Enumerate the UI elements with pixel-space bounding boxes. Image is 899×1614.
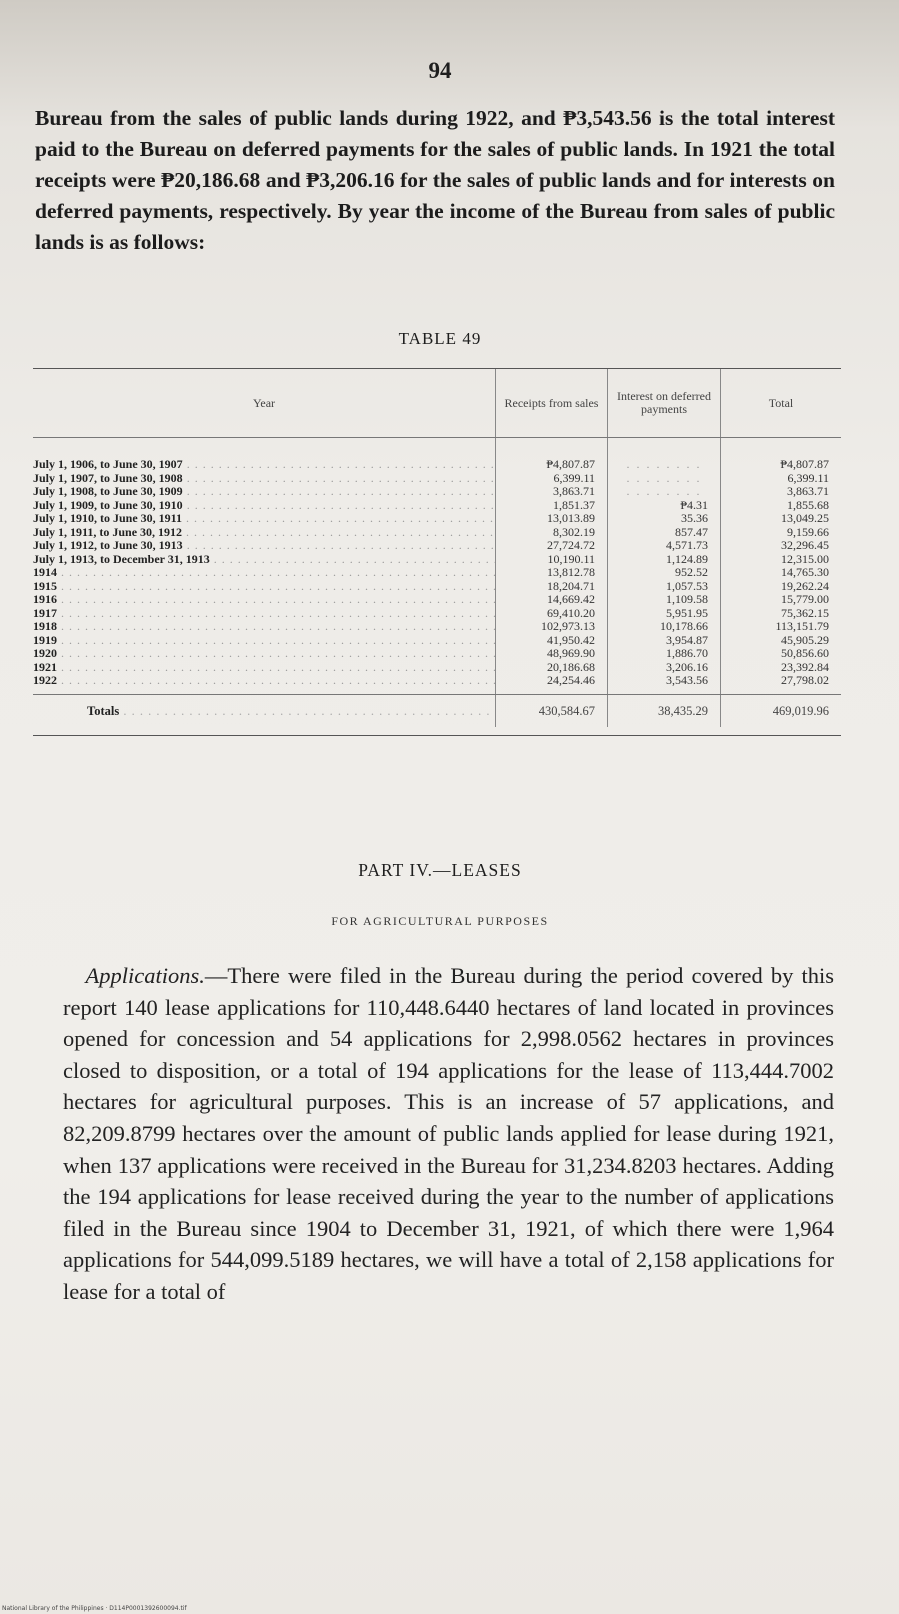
table-interest-cell: 3,206.16 (666, 660, 708, 674)
table-year-cell: 1919 . . . (33, 634, 495, 648)
table-interest-cell: 1,109.58 (666, 593, 708, 606)
income-table (33, 368, 841, 736)
table-interest-cell: 1,124.89 (666, 552, 708, 566)
table-total-cell: 9,159.66 (787, 525, 829, 539)
table-year-cell: July 1, 1909, to June 30, 1910 . . . (33, 499, 495, 513)
table-year-cell: July 1, 1913, to December 31, 1913 . . . (33, 553, 495, 567)
table-receipts-cell: 13,812.78 (547, 566, 595, 579)
table-total-cell: 113,151.79 (775, 620, 829, 633)
table-interest-cell: 10,178.66 (660, 620, 708, 633)
table-interest-cell: 35.36 (681, 512, 708, 525)
header-interest: Interest on deferred payments (607, 369, 720, 437)
table-interest-cell: 952.52 (675, 566, 708, 579)
table-total-cell: 27,798.02 (781, 674, 829, 687)
table-total-cell: 3,863.71 (787, 485, 829, 498)
column-receipts (495, 438, 607, 694)
page-number: 94 (428, 58, 452, 83)
table-total-cell: 1,855.68 (787, 498, 829, 512)
table-receipts-cell: 41,950.42 (547, 633, 595, 647)
table-receipts-cell: 13,013.89 (547, 512, 595, 525)
footer-credit: National Library of the Philippines · D114P0001392600094.tif (2, 1605, 187, 1612)
table-receipts-cell: 48,969.90 (547, 647, 595, 660)
table-year-cell: July 1, 1908, to June 30, 1909 . . . (33, 485, 495, 499)
table-receipts-cell: 27,724.72 (547, 539, 595, 552)
table-total-cell: 50,856.60 (781, 647, 829, 660)
part-heading: PART IV.—LEASES (358, 860, 522, 880)
table-total-cell: ₱4,807.87 (780, 458, 829, 471)
table-total-cell: 6,399.11 (787, 471, 829, 485)
table-total-cell: 45,905.29 (781, 633, 829, 647)
table-receipts-cell: 3,863.71 (553, 485, 595, 498)
column-year (33, 438, 495, 694)
table-year-cell: July 1, 1912, to June 30, 1913 . . . (33, 539, 495, 553)
table-interest-cell: . . . . . . . . (626, 471, 702, 485)
table-year-cell: July 1, 1910, to June 30, 1911 . . . (33, 512, 495, 526)
column-total (720, 438, 841, 694)
table-interest-cell: . . . . . . . . (626, 458, 702, 471)
totals-label: Totals . . . (33, 703, 495, 719)
header-total: Total (720, 369, 841, 437)
table-caption: TABLE 49 (398, 329, 482, 348)
table-interest-cell: . . . . . . . . (626, 485, 702, 498)
table-interest-cell: 857.47 (675, 525, 708, 539)
table-interest-cell: 1,057.53 (666, 579, 708, 593)
table-bottom-rule (33, 735, 841, 736)
table-receipts-cell: 102,973.13 (541, 620, 595, 633)
table-receipts-cell: ₱4,807.87 (546, 458, 595, 471)
table-year-cell: 1920 . . . (33, 647, 495, 661)
table-total-cell: 23,392.84 (781, 660, 829, 674)
table-receipts-cell: 18,204.71 (547, 579, 595, 593)
table-receipts-cell: 20,186.68 (547, 660, 595, 674)
table-year-cell: 1915 . . . (33, 580, 495, 594)
table-header-row (33, 369, 841, 438)
table-receipts-cell: 69,410.20 (547, 606, 595, 620)
table-year-cell: July 1, 1906, to June 30, 1907 . . . (33, 458, 495, 472)
table-total-cell: 13,049.25 (781, 512, 829, 525)
table-body (33, 438, 841, 694)
table-total-cell: 32,296.45 (781, 539, 829, 552)
sub-heading: FOR AGRICULTURAL PURPOSES (331, 914, 549, 928)
table-year-cell: July 1, 1907, to June 30, 1908 . . . (33, 472, 495, 486)
table-interest-cell: 3,954.87 (666, 633, 708, 647)
table-year-cell: July 1, 1911, to June 30, 1912 . . . (33, 526, 495, 540)
totals-total: 469,019.96 (772, 703, 829, 718)
table-year-cell: 1917 . . . (33, 607, 495, 621)
totals-row (33, 694, 841, 727)
table-year-cell: 1921 . . . (33, 661, 495, 675)
table-interest-cell: 4,571.73 (666, 539, 708, 552)
table-interest-cell: ₱4.31 (680, 498, 708, 512)
table-receipts-cell: 1,851.37 (553, 498, 595, 512)
table-receipts-cell: 10,190.11 (547, 552, 595, 566)
table-total-cell: 15,779.00 (781, 593, 829, 606)
table-year-cell: 1916 . . . (33, 593, 495, 607)
totals-receipts: 430,584.67 (538, 703, 595, 718)
table-total-cell: 12,315.00 (781, 552, 829, 566)
body-lead: Applications. (85, 963, 205, 988)
table-year-cell: 1922 . . . (33, 674, 495, 688)
table-receipts-cell: 8,302.19 (553, 525, 595, 539)
intro-paragraph: Bureau from the sales of public lands during 1922, and ₱3,543.56 is the total interest paid to the Bureau on deferred payments for the sales of public lands. In 1921 the total receipts were ₱20,186.68 and ₱3,206.16 for the sales of public lands and for interests on deferred payments, respectively. By year the income of the Bureau from sales of public lands is as follows: (35, 106, 835, 254)
table-interest-cell: 3,543.56 (666, 674, 708, 687)
totals-interest: 38,435.29 (658, 703, 708, 718)
table-receipts-cell: 6,399.11 (553, 471, 595, 485)
header-year: Year (252, 395, 276, 410)
column-interest (607, 438, 720, 694)
table-interest-cell: 5,951.95 (666, 606, 708, 620)
table-year-cell: 1918 . . . (33, 620, 495, 634)
table-receipts-cell: 24,254.46 (547, 674, 595, 687)
body-text: —There were filed in the Bureau during the period covered by this report 140 lease applications for 110,448.6440 hectares of land located in provinces opened for concession and 54 applications for 2,998.0562 hectares in provinces closed to disposition, or a total of 194 applications for the lease of 113,444.7002 hectares for agricultural purposes. This is an increase of 57 applications, and 82,209.8799 hectares over the amount of public lands applied for lease during 1921, when 137 applications were received in the Bureau for 31,234.8203 hectares. Adding the 194 applications for lease received during the year to the number of applications filed in the Bureau since 1904 to December 31, 1921, of which there were 1,964 applications for 544,099.5189 hectares, we will have a total of 2,158 applications for lease for a total of (63, 963, 834, 1304)
table-receipts-cell: 14,669.42 (547, 593, 595, 606)
header-receipts: Receipts from sales (495, 369, 607, 437)
table-year-cell: 1914 . . . (33, 566, 495, 580)
table-interest-cell: 1,886.70 (666, 647, 708, 660)
table-total-cell: 19,262.24 (781, 579, 829, 593)
table-total-cell: 75,362.15 (781, 606, 829, 620)
table-total-cell: 14,765.30 (781, 566, 829, 579)
body-paragraph (63, 960, 834, 1308)
